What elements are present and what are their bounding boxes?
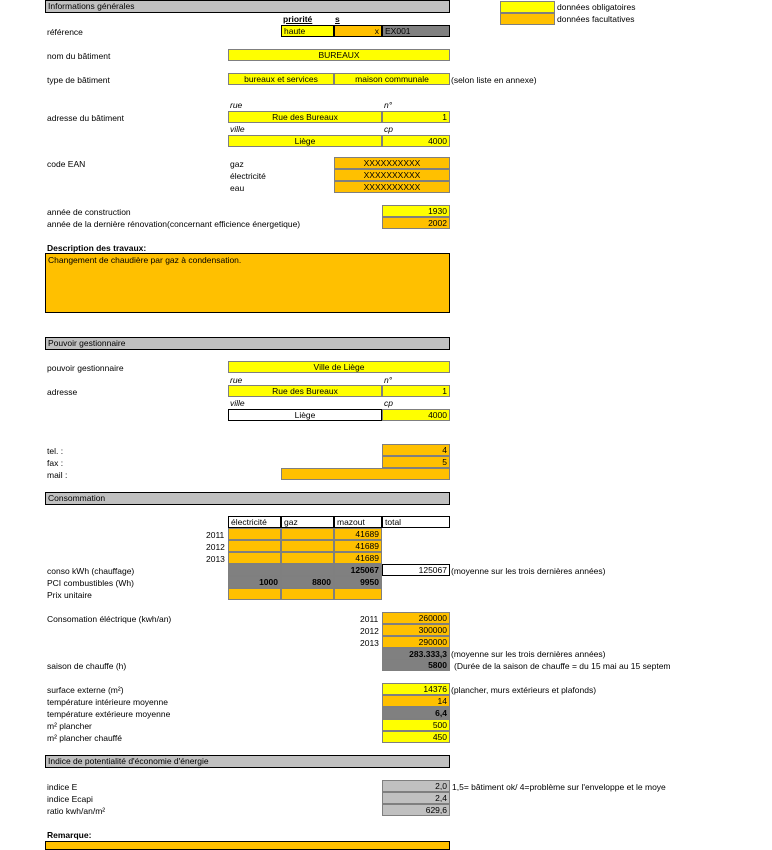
elec-year-label: 2011 [360,614,379,624]
elec-avg-cell: 283.333,3 [382,648,450,660]
indice-ecapi-label: indice Ecapi [47,794,93,804]
rue-label: rue [230,100,243,110]
col-header-mazout: mazout [334,516,382,528]
elec-cell[interactable] [228,552,281,564]
text-label: température extérieure moyenne [47,709,171,719]
adresse-label: adresse du bâtiment [47,113,125,123]
rue-cell[interactable]: Rue des Bureaux [228,111,382,123]
annee-construction-cell[interactable]: 1930 [382,205,450,217]
conso-label: conso kWh (chauffage) [47,566,135,576]
ean-elec-label: électricité [230,171,266,181]
s-label: s [335,14,340,24]
section-header-consommation: Consommation [45,492,450,505]
description-cell[interactable]: Changement de chaudière par gaz à condensation. [45,253,450,313]
col-header-elec: électricité [228,516,281,528]
pouvoir-ville-cell[interactable]: Liège [228,409,382,421]
year-label: 2013 [206,554,225,564]
annee-renovation-cell[interactable]: 2002 [382,217,450,229]
indice-e-label: indice E [47,782,78,792]
text-cell: 6,4 [382,707,450,719]
ean-elec-cell[interactable]: XXXXXXXXXX [334,169,450,181]
elec-year-cell[interactable]: 290000 [382,636,450,648]
description-label: Description des travaux: [47,243,147,253]
indice-e-cell: 2,0 [382,780,450,792]
surface-note: (plancher, murs extérieurs et plafonds) [451,685,597,695]
indice-e-note: 1,5= bâtiment ok/ 4=problème sur l'enveloppe et le moye [452,782,666,792]
ratio-cell: 629,6 [382,804,450,816]
ean-gaz-label: gaz [230,159,244,169]
legend-facultatives: données facultatives [557,14,635,24]
elec-year-cell[interactable]: 300000 [382,624,450,636]
pouvoir-rue-label: rue [230,375,243,385]
tint-label: température intérieure moyenne [47,697,168,707]
reference-label: référence [47,27,83,37]
cp-cell[interactable]: 4000 [382,135,450,147]
elec-cell[interactable] [228,540,281,552]
elec-year-label: 2012 [360,626,379,636]
no-cell[interactable]: 1 [382,111,450,123]
pouvoir-cp-cell[interactable]: 4000 [382,409,450,421]
elec-year-label: 2013 [360,638,379,648]
fax-label: fax : [47,458,64,468]
prix-mazout-cell[interactable] [334,588,382,600]
s-cell[interactable]: x [334,25,382,37]
annee-renovation-label: année de la dernière rénovation(concernant efficience énergetique) [47,219,301,229]
ean-eau-cell[interactable]: XXXXXXXXXX [334,181,450,193]
mazout-cell[interactable]: 41689 [334,540,382,552]
elec-year-cell[interactable]: 260000 [382,612,450,624]
pouvoir-no-cell[interactable]: 1 [382,385,450,397]
priorite-cell[interactable]: haute [281,25,334,37]
pouvoir-cp-label: cp [384,398,393,408]
tint-cell[interactable]: 14 [382,695,450,707]
pouvoir-cell[interactable]: Ville de Liège [228,361,450,373]
mail-label: mail : [47,470,68,480]
gaz-cell[interactable] [281,552,334,564]
remarque-label: Remarque: [47,830,92,840]
conso-note: (moyenne sur les trois dernières années) [451,566,606,576]
type-note: (selon liste en annexe) [451,75,537,85]
fax-cell[interactable]: 5 [382,456,450,468]
pouvoir-adresse-label: adresse [47,387,78,397]
annee-construction-label: année de construction [47,207,131,217]
year-label: 2011 [206,530,225,540]
nom-cell[interactable]: BUREAUX [228,49,450,61]
pouvoir-ville-label: ville [230,398,245,408]
pouvoir-label: pouvoir gestionnaire [47,363,124,373]
gaz-cell[interactable] [281,540,334,552]
ean-eau-label: eau [230,183,245,193]
saison-label: saison de chauffe (h) [47,661,127,671]
prix-label: Prix unitaire [47,590,92,600]
priorite-label: priorité [283,14,313,24]
conso-mazout-cell: 125067 [334,564,382,576]
plancher-cell[interactable]: 500 [382,719,450,731]
pci-elec-cell: 1000 [228,576,281,588]
conso-elec-cell [228,564,281,576]
tel-cell[interactable]: 4 [382,444,450,456]
section-header-indice: Indice de potentialité d'économie d'énergie [45,755,450,768]
reference-cell[interactable]: EX001 [382,25,450,37]
pci-gaz-cell: 8800 [281,576,334,588]
conso-gaz-cell [281,564,334,576]
mazout-cell[interactable]: 41689 [334,528,382,540]
ville-label: ville [230,124,245,134]
plancher-label: m² plancher [47,721,92,731]
year-label: 2012 [206,542,225,552]
col-header-total: total [382,516,450,528]
elec-avg-note: (moyenne sur les trois dernières années) [451,649,606,659]
surface-label: surface externe (m²) [47,685,124,695]
col-header-gaz: gaz [281,516,334,528]
chauffe-label: m² plancher chauffé [47,733,122,743]
mail-cell[interactable] [281,468,450,480]
saison-cell: 5800 [382,659,450,671]
remarque-cell[interactable] [45,841,450,850]
prix-elec-cell[interactable] [228,588,281,600]
prix-gaz-cell[interactable] [281,588,334,600]
ean-gaz-cell[interactable]: XXXXXXXXXX [334,157,450,169]
pouvoir-rue-cell[interactable]: Rue des Bureaux [228,385,382,397]
legend-obligatoires: données obligatoires [557,2,636,12]
tel-label: tel. : [47,446,64,456]
ratio-label: ratio kwh/an/m² [47,806,106,816]
pouvoir-no-label: n° [384,375,393,385]
elec-conso-label: Consomation éléctrique (kwh/an) [47,614,172,624]
legend-swatch-facultative [500,13,555,25]
pci-mazout-cell: 9950 [334,576,382,588]
cp-label: cp [384,124,393,134]
type-cell-1[interactable]: bureaux et services [228,73,334,85]
pci-label: PCI combustibles (Wh) [47,578,134,588]
type-label: type de bâtiment [47,75,110,85]
chauffe-cell[interactable]: 450 [382,731,450,743]
gaz-cell[interactable] [281,528,334,540]
ville-cell[interactable]: Liège [228,135,382,147]
surface-cell[interactable]: 14376 [382,683,450,695]
conso-total-cell: 125067 [382,564,450,576]
mazout-cell[interactable]: 41689 [334,552,382,564]
elec-cell[interactable] [228,528,281,540]
nom-label: nom du bâtiment [47,51,111,61]
saison-note: (Durée de la saison de chauffe = du 15 mai au 15 septem [454,661,671,671]
type-cell-2[interactable]: maison communale [334,73,450,85]
indice-ecapi-cell: 2,4 [382,792,450,804]
section-header-general: Informations générales [45,0,450,13]
ean-label: code EAN [47,159,86,169]
legend-swatch-obligatoire [500,1,555,13]
no-label: n° [384,100,393,110]
section-header-pouvoir: Pouvoir gestionnaire [45,337,450,350]
